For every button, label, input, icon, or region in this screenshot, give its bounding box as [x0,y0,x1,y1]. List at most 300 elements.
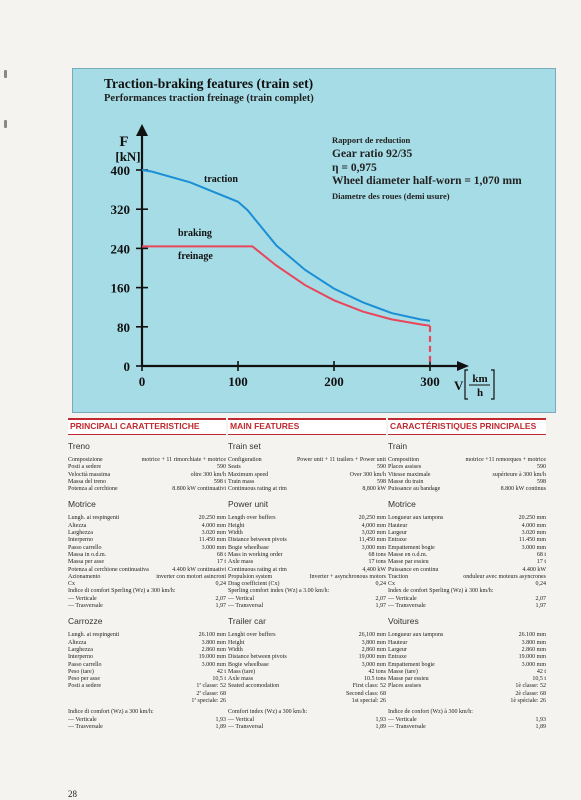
y-tick-label: 320 [110,202,130,218]
gear-ratio-label: Gear ratio 92/35 [332,148,413,160]
spec-label: Massa per asse [68,559,104,566]
spec-label: Traction [388,573,409,580]
spec-label: Index de confort Sperling (Wz) à 300 km/h: [388,588,494,595]
spec-label: Propulsion system [228,573,273,580]
spec-label: Composizione [68,457,103,463]
spec-label: Puissance au bandage [388,486,441,493]
spec-label: — Verticale [68,716,97,723]
section-title: Treno [68,441,90,451]
spec-label: Massa del treno [68,478,106,485]
spec-value: 2,07 [375,595,386,602]
spec-value: inverter con motori asincroni [156,573,226,580]
y-tick-label: 240 [110,241,130,257]
spec-label: Maximum speed [228,471,269,478]
spec-row [388,552,546,559]
spec-label: Comfort index (Wz) a 300 km/h: [228,709,308,716]
x-tick-label: 0 [138,374,146,389]
spec-row [388,545,546,552]
spec-label: Train mass [228,478,255,485]
spec-value: 3,020 mm [361,530,386,537]
spec-value: 4,400 kW [362,566,386,573]
spec-value: 17 t [536,559,546,566]
spec-row [228,479,386,486]
spec-row [388,464,546,471]
section-title: Train set [228,441,261,451]
section-title: Power unit [228,499,269,510]
spec-row [228,472,386,479]
spec-value: supérieure à 300 km/h [492,471,546,478]
spec-row [388,698,546,705]
spec-label: Cx [68,581,76,588]
freinage-curve-label: freinage [178,251,213,262]
spec-value: 3,800 mm [361,639,386,646]
spec-value: 0,24 [375,581,386,588]
spec-row [228,709,386,716]
spec-label: Largeur [388,646,407,653]
spec-label: Empattement bogie [388,661,435,668]
spec-value: 1,89 [375,723,386,730]
spec-label: Masse du train [388,478,424,485]
spec-label: — Transversale [388,723,426,730]
spec-row [388,683,546,690]
spec-row [388,567,546,574]
spec-label: Bogie wheelbase [228,661,269,668]
spec-row [68,683,226,690]
spec-row [68,567,226,574]
binder-holes [0,0,14,800]
spec-row [68,472,226,479]
spec-label: Potenza al cerchione [68,486,118,493]
spec-label: Bogie wheelbase [228,544,269,551]
spec-value: 68 t [216,551,226,558]
spec-label: — Transversale [388,603,426,610]
spec-label: Configuration [228,457,262,463]
section-title: Train [388,441,408,451]
braking-curve-label: braking [178,228,212,239]
spec-value: 1ª classe: 52 [196,683,226,690]
spec-row [68,596,226,603]
spec-value: 3.020 mm [521,530,546,537]
spec-label: Length over buffers [228,515,276,522]
y-axis-unit: [kN] [115,149,141,164]
spec-label: Empattement bogie [388,544,435,551]
binder-hole [4,120,7,128]
spec-label: Posti a sedere [68,683,101,690]
spec-value: 68 tons [368,551,386,558]
spec-label: Axle mass [228,559,254,566]
y-axis-arrow [136,124,148,136]
spec-label: Indice di comfort (Wz) a 300 km/h: [68,709,154,716]
spec-value: 3,000 mm [361,544,386,551]
spec-row [228,545,386,552]
spec-value: 19,000 mm [358,654,386,661]
spec-value: motrice + 11 rimorchiate + motrice [141,457,226,463]
spec-value: oltre 300 km/h [190,471,226,478]
spec-row [68,669,226,676]
spec-value: 1st special: 26 [351,698,386,705]
spec-value: 11.450 mm [198,537,226,544]
spec-label: Continuous rating at rim [228,566,287,573]
section-title: Motrice [388,499,416,510]
spec-label: Passo carrello [68,661,102,668]
column-header: MAIN FEATURES [228,418,386,435]
spec-value: 1,89 [535,723,546,730]
spec-label: Larghezza [68,646,93,653]
spec-label: — Transversal [228,603,264,610]
spec-value: 2.860 mm [201,646,226,653]
spec-value: 1,97 [215,603,226,610]
spec-row [228,515,386,522]
spec-label: Altezza [68,522,87,529]
spec-row [228,698,386,705]
spec-label: Entraxe [388,654,407,661]
spec-label: Height [228,639,245,646]
spec-value: 42 t [536,668,546,675]
spec-label: Azionamento [68,573,101,580]
spec-value: 19.000 mm [198,654,226,661]
y-axis-label: F [119,134,129,150]
spec-label: Masse en o.d.m. [388,551,428,558]
spec-row [388,457,546,464]
spec-row [68,515,226,522]
spec-row [68,588,226,595]
spec-row [68,654,226,661]
spec-label: Cx [388,581,396,588]
spec-row [68,662,226,669]
spec-row [68,632,226,639]
spec-row [388,654,546,661]
spec-row [68,603,226,610]
spec-value: 1,97 [535,603,546,610]
section-title: Motrice [68,499,96,510]
spec-value: 10.5 tons [363,676,386,683]
spec-row [388,709,546,716]
spec-value: First class: 52 [352,683,386,690]
spec-label: Potenza al cerchione continuativa [68,566,149,573]
spec-value: 42 t [216,668,226,675]
features-column-it [68,418,226,731]
spec-label: Longueur aux tampons [388,515,444,522]
spec-label: Height [228,522,245,529]
spec-value: 1è spéciale: 26 [510,698,546,705]
spec-row [68,457,226,464]
spec-value: 3.000 mm [521,544,546,551]
spec-value: 2,07 [215,595,226,602]
spec-label: — Trasversale [68,723,103,730]
x-axis-label: V [454,378,464,393]
spec-row [388,724,546,731]
spec-label: Seats [228,464,241,471]
spec-value: 1,93 [375,716,386,723]
spec-value: 20,250 mm [358,515,386,522]
spec-row [388,647,546,654]
spec-row [388,603,546,610]
spec-label: Lenght over buffers [228,632,276,639]
spec-label: Hauteur [388,522,408,529]
spec-value: 19.000 mm [518,654,546,661]
spec-value: 20.250 mm [198,515,226,522]
spec-label: Continuous rating at rim [228,486,287,493]
spec-row [388,588,546,595]
spec-row [228,523,386,530]
spec-value: 8.800 kW continus [500,486,546,493]
x-axis-unit-denominator: h [476,387,484,399]
wheel-diameter-label: Wheel diameter half-worn = 1,070 mm [332,175,522,187]
spec-label: Places assises [388,683,422,690]
spec-row [388,472,546,479]
spec-label: — Transversal [228,723,264,730]
spec-label: Mass in working order [228,551,283,558]
spec-row [228,552,386,559]
spec-value: onduleur avec moteurs asyncrones [463,573,546,580]
spec-label: Passo carrello [68,544,102,551]
spec-value: 598 [537,478,546,485]
spec-row [388,669,546,676]
spec-row [388,691,546,698]
spec-value: 4.400 kW [522,566,546,573]
features-column-fr [388,418,546,731]
spec-row [388,640,546,647]
reduction-ratio-label: Rapport de reduction [332,135,411,145]
spec-value: 10,5 t [212,676,226,683]
spec-value: 1,97 [375,603,386,610]
spec-row [388,486,546,493]
spec-value: 590 [377,464,386,471]
spec-value: 17 tons [368,559,386,566]
spec-label: Entraxe [388,537,407,544]
spec-value: 598 [377,478,386,485]
spec-label: Vitesse maximale [388,471,431,478]
spec-row [68,724,226,731]
x-unit-bracket-right [491,370,494,399]
spec-row [68,479,226,486]
spec-row [228,596,386,603]
spec-row [68,537,226,544]
spec-value: 4.000 mm [201,522,226,529]
spec-row [228,640,386,647]
x-unit-bracket-left [465,370,468,399]
spec-label: Longueur aux tampons [388,632,444,639]
spec-label: Mass (tare) [228,668,256,675]
spec-label: Width [228,530,243,537]
spec-value: 3.000 mm [201,661,226,668]
spec-row [68,676,226,683]
traction-braking-chart [72,68,554,411]
spec-label: Largeur [388,530,407,537]
page-number: 28 [68,789,77,799]
spec-label: Peso (tare) [68,668,94,675]
spec-row [68,698,226,705]
spec-value: 4.000 mm [521,522,546,529]
spec-label: Peso per asse [68,676,100,683]
spec-row [68,691,226,698]
spec-value: Power unit + 11 trailers + Power unit [296,457,386,463]
spec-value: 17 t [216,559,226,566]
spec-row [388,537,546,544]
spec-row [388,717,546,724]
spec-row [228,567,386,574]
spec-value: 2ª classe: 68 [196,690,226,697]
spec-label: Distance between pivots [228,537,287,544]
spec-value: 26,100 mm [358,632,386,639]
x-tick-label: 100 [228,374,248,389]
spec-value: motrice +11 remorques + motrice [465,457,546,463]
spec-row [68,530,226,537]
spec-row [228,603,386,610]
spec-row [388,515,546,522]
spec-label: Seated accomodation [228,683,280,690]
spec-row [68,523,226,530]
spec-label: — Vertical [228,716,255,723]
spec-value: 68 t [536,551,546,558]
spec-label: Altezza [68,639,87,646]
spec-label: — Verticale [68,595,97,602]
spec-row [68,486,226,493]
spec-label: Hauteur [388,639,408,646]
efficiency-label: η = 0,975 [332,162,377,174]
spec-label: Masse (tare) [388,668,418,675]
spec-label: Velocità massima [68,471,111,478]
spec-value: 2.860 mm [521,646,546,653]
spec-label: Posti a sedere [68,464,101,471]
chart-subtitle: Performances traction freinage (train complet) [104,93,314,104]
spec-row [68,552,226,559]
spec-row [68,574,226,581]
spec-row [68,640,226,647]
spec-row [388,676,546,683]
spec-value: 4,000 mm [361,522,386,529]
spec-value: 42 tons [368,668,386,675]
y-tick-label: 80 [117,319,130,335]
spec-row [388,523,546,530]
spec-label: — Verticale [388,716,417,723]
spec-value: 3,000 mm [361,661,386,668]
spec-row [68,709,226,716]
spec-value: 26.100 mm [518,632,546,639]
spec-row [228,676,386,683]
section-title: Trailer car [228,616,266,627]
spec-value: 11,450 mm [358,537,386,544]
spec-value: 1,93 [535,716,546,723]
spec-value: Inverter + asynchronous motors [309,573,386,580]
spec-value: 3.000 mm [521,661,546,668]
spec-row [68,717,226,724]
x-tick-label: 300 [420,374,440,389]
spec-label: Interperno [68,654,93,661]
spec-value: 1,93 [215,716,226,723]
spec-row [228,669,386,676]
spec-row [388,530,546,537]
spec-value: 8.800 kW continuativi [172,486,226,493]
spec-label: Distance between pivots [228,654,287,661]
spec-value: 3.800 mm [521,639,546,646]
spec-value: 3.800 mm [201,639,226,646]
spec-value: 2,07 [535,595,546,602]
spec-value: 590 [537,464,546,471]
spec-value: 0,24 [215,581,226,588]
spec-row [388,662,546,669]
y-tick-label: 160 [110,280,130,296]
spec-label: Drag coefficient (Cx) [228,581,280,588]
spec-value: 0,24 [535,581,546,588]
spec-row [228,717,386,724]
spec-value: 2,860 mm [361,646,386,653]
spec-value: 3.020 mm [201,530,226,537]
spec-label: Indice di comfort Sperling (Wz) a 300 km/h: [68,588,176,595]
spec-row [388,479,546,486]
section-title: Voitures [388,616,419,627]
spec-row [228,464,386,471]
spec-label: Width [228,646,243,653]
spec-row [228,662,386,669]
spec-value: 26.100 mm [198,632,226,639]
column-header: CARACTÉRISTIQUES PRINCIPALES [388,418,546,435]
spec-row [228,683,386,690]
spec-row [228,632,386,639]
spec-label: Massa in o.d.m. [68,551,107,558]
traction-curve-label: traction [204,174,238,185]
features-column-en [228,418,386,731]
spec-row [228,588,386,595]
spec-row [228,654,386,661]
spec-value: 20.250 mm [518,515,546,522]
y-tick-label: 0 [123,359,130,374]
spec-row [228,457,386,464]
wheel-diameter-fr-label: Diametre des roues (demi usure) [332,191,450,201]
y-tick-label: 400 [110,163,130,178]
spec-label: Places assises [388,464,422,471]
spec-row [388,559,546,566]
spec-label: — Trasversale [68,603,103,610]
binder-hole [4,70,7,78]
spec-label: Indice de confort (Wz) à 300 km/h: [388,709,473,716]
spec-row [228,559,386,566]
spec-label: Puissance en continu [388,566,439,573]
spec-value: 1è classe: 52 [515,683,546,690]
spec-value: 11.450 mm [518,537,546,544]
spec-label: Interperno [68,537,93,544]
spec-row [228,691,386,698]
x-axis-unit-numerator: km [472,373,488,385]
spec-row [228,530,386,537]
spec-row [388,596,546,603]
spec-label: Lungh. ai respingenti [68,632,120,639]
spec-value: 3.000 mm [201,544,226,551]
spec-value: 1,89 [215,723,226,730]
spec-value: Over 300 km/h [349,471,386,478]
spec-label: Composition [388,457,420,463]
spec-value: 10,5 t [532,676,546,683]
spec-label: Masse par essieu [388,559,429,566]
x-tick-label: 200 [324,374,344,389]
spec-value: 8,800 kW [362,486,386,493]
spec-row [228,647,386,654]
spec-value: 2è classe: 68 [515,690,546,697]
spec-label: Masse par essieu [388,676,429,683]
spec-row [68,545,226,552]
spec-value: Second class: 68 [346,690,386,697]
column-header: PRINCIPALI CARATTERISTICHE [68,418,226,435]
spec-value: 1ª speciale: 26 [191,698,226,705]
chart-title: Traction-braking features (train set) [104,76,314,91]
spec-row [388,632,546,639]
spec-row [68,559,226,566]
spec-label: — Vertical [228,595,255,602]
spec-label: Lungh. ai respingenti [68,515,120,522]
spec-label: Larghezza [68,530,93,537]
spec-row [388,574,546,581]
spec-row [68,464,226,471]
